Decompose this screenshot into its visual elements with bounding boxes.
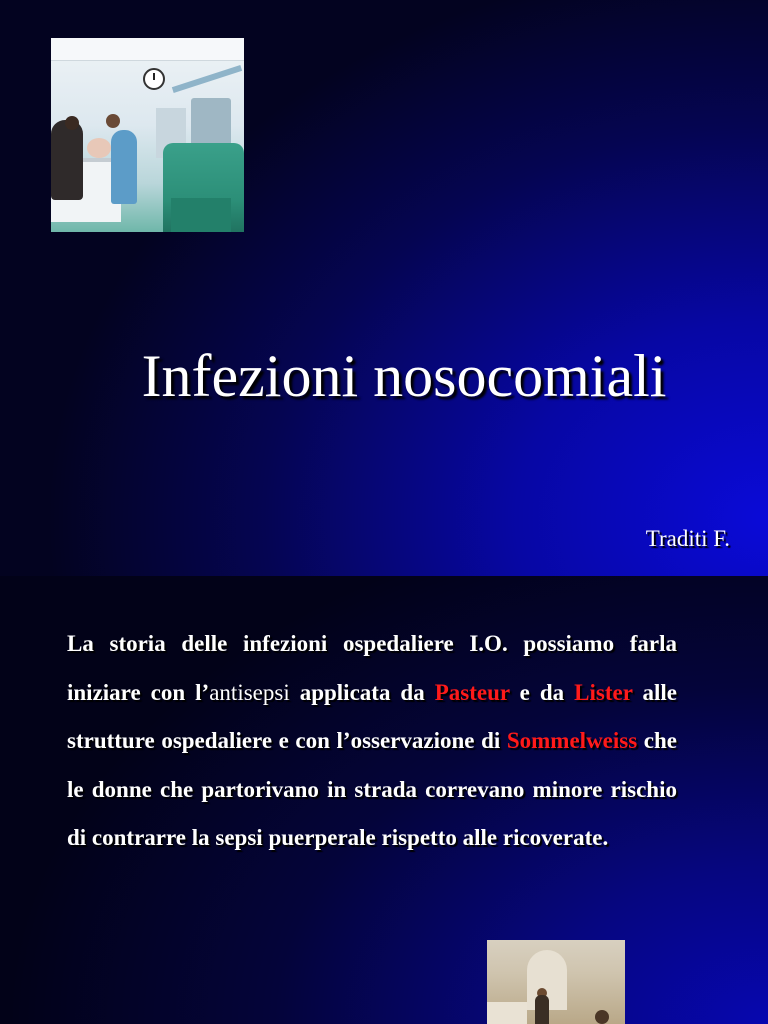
- hospital-room-photo: [51, 38, 244, 232]
- name-sommelweiss: Sommelweiss: [506, 728, 638, 753]
- text-segment: applicata da: [289, 679, 435, 705]
- term-antisepsi: antisepsi: [209, 679, 290, 705]
- slide-title: Infezioni nosocomiali: [141, 343, 667, 409]
- historical-painting: [487, 940, 625, 1024]
- text-segment: e da: [509, 679, 575, 705]
- content-slide: [0, 576, 768, 1024]
- name-lister: Lister: [574, 679, 633, 705]
- person: [51, 120, 83, 200]
- text-segment: che le donne che partorivano in strada correvano minore rischio di contrarre la sepsi puerperale rispetto alle ricoverate.: [67, 728, 677, 850]
- wall-clock: [143, 68, 165, 90]
- text-segment: alle strutture ospedaliere e con l’osservazione di: [67, 679, 677, 753]
- name-pasteur: Pasteur: [434, 679, 510, 705]
- newborn: [87, 138, 111, 158]
- painted-figure: [535, 995, 549, 1024]
- painted-figure: [595, 1010, 609, 1024]
- nurse: [111, 130, 137, 204]
- text-segment: La storia delle infezioni ospedaliere I.O. possiamo farla iniziare con l’: [67, 631, 677, 705]
- history-paragraph: [67, 620, 677, 863]
- slide-author: Traditi F.: [645, 526, 730, 551]
